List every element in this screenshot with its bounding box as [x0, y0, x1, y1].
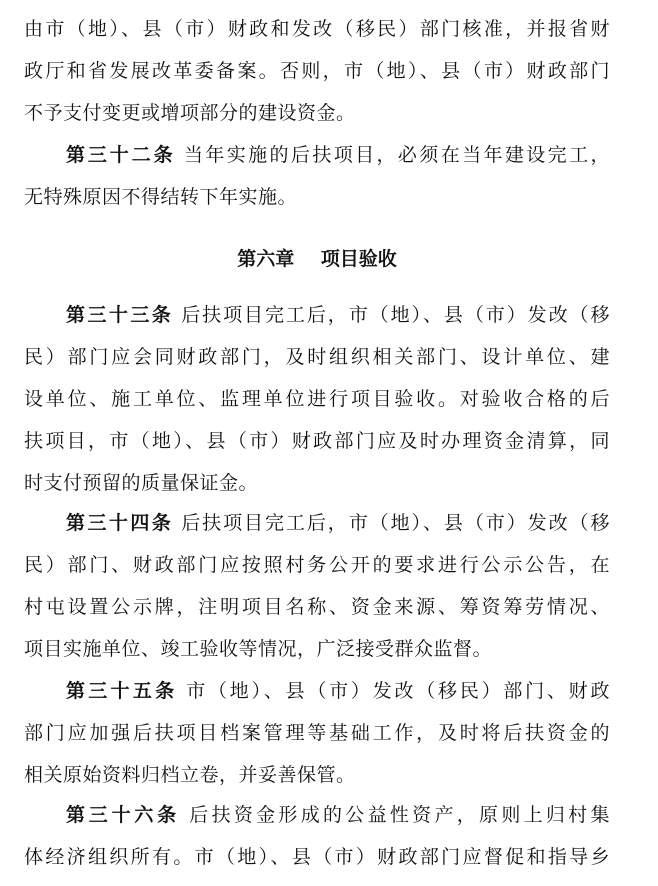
- chapter-title: 项目验收: [320, 248, 397, 270]
- body-text-line: 民）部门应会同财政部门，及时组织相关部门、设计单位、建: [24, 346, 610, 368]
- body-text-line: 民）部门、财政部门应按照村务公开的要求进行公示公告，在: [24, 554, 610, 576]
- body-text-line: 体经济组织所有。市（地）、县（市）财政部门应督促和指导乡: [24, 846, 610, 868]
- article-33-first-line: [66, 300, 610, 330]
- article-34-label: 第三十四条: [66, 512, 174, 534]
- body-text-line: 扶项目，市（地）、县（市）财政部门应及时办理资金清算，同: [24, 430, 610, 452]
- chapter-number: 第六章: [237, 248, 295, 270]
- body-text-line: 村屯设置公示牌，注明项目名称、资金来源、筹资筹劳情况、: [24, 596, 610, 618]
- article-34-text: 后扶项目完工后，市（地）、县（市）发改（移: [181, 512, 610, 534]
- article-34-first-line: [66, 508, 610, 538]
- body-text-line: 项目实施单位、竣工验收等情况，广泛接受群众监督。: [24, 638, 493, 660]
- body-text-line: 由市（地）、县（市）财政和发改（移民）部门核准，并报省财: [24, 18, 610, 40]
- article-33-text: 后扶项目完工后，市（地）、县（市）发改（移: [181, 304, 610, 326]
- body-text-line: 时支付预留的质量保证金。: [24, 472, 259, 494]
- article-32-text: 当年实施的后扶项目，必须在当年建设完工，: [183, 144, 610, 166]
- article-36-text: 后扶资金形成的公益性资产，原则上归村集: [189, 804, 610, 826]
- article-36-label: 第三十六条: [66, 804, 180, 826]
- body-text-line: 不予支付变更或增项部分的建设资金。: [24, 102, 356, 124]
- article-32-label: 第三十二条: [66, 144, 176, 166]
- chapter-heading: [24, 244, 610, 274]
- article-33-label: 第三十三条: [66, 304, 174, 326]
- body-text-line: 政厅和省发展改革委备案。否则，市（地）、县（市）财政部门: [24, 60, 610, 82]
- body-text-line: 无特殊原因不得结转下年实施。: [24, 186, 298, 208]
- article-35-first-line: [66, 676, 610, 706]
- article-36-first-line: [66, 800, 610, 830]
- article-32-first-line: [66, 140, 610, 170]
- body-text-line: 相关原始资料归档立卷，并妥善保管。: [24, 764, 356, 786]
- body-text-line: 部门应加强后扶项目档案管理等基础工作，及时将后扶资金的: [24, 722, 610, 744]
- article-35-text: 市（地）、县（市）发改（移民）部门、财政: [186, 680, 610, 702]
- article-35-label: 第三十五条: [66, 680, 178, 702]
- body-text-line: 设单位、施工单位、监理单位进行项目验收。对验收合格的后: [24, 388, 610, 410]
